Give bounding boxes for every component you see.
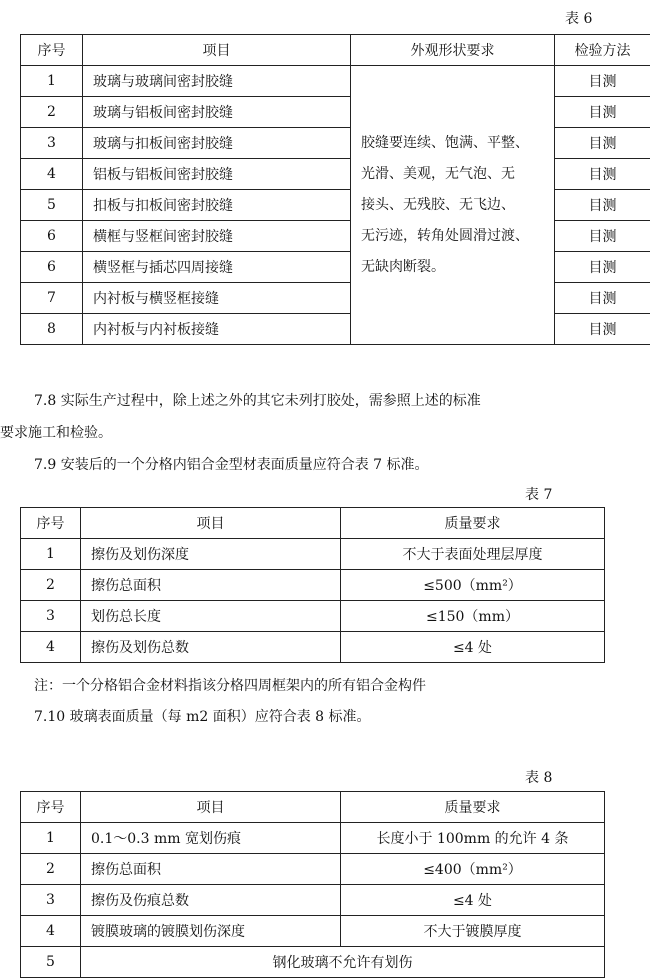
table8-row1-no: 1 [21, 823, 81, 854]
table7-caption: 表 7 [525, 487, 553, 503]
table6-row9-no: 8 [21, 314, 83, 345]
table6 [20, 34, 650, 345]
table8-row5-no: 5 [21, 947, 81, 978]
table6-row8-method: 目测 [555, 283, 650, 314]
table6-row7-no: 6 [21, 252, 83, 283]
table8 [20, 791, 605, 978]
table6-header-requirement: 外观形状要求 [351, 35, 555, 66]
table8-row1-item: 0.1～0.3 mm 宽划伤痕 [81, 823, 341, 854]
table6-row4-method: 目测 [555, 159, 650, 190]
table7-row1-req: 不大于表面处理层厚度 [341, 539, 605, 570]
table7-row2-item: 擦伤总面积 [81, 570, 341, 601]
table6-row1-item: 玻璃与玻璃间密封胶缝 [83, 66, 351, 97]
table6-requirement [351, 66, 555, 345]
table6-row8-item: 内衬板与横竖框接缝 [83, 283, 351, 314]
table6-row2-no: 2 [21, 97, 83, 128]
table6-row4-no: 4 [21, 159, 83, 190]
table6-row1-no: 1 [21, 66, 83, 97]
requirement-line-4: 无污迹，转角处圆滑过渡、 [361, 227, 529, 244]
table7-row4-no: 4 [21, 632, 81, 663]
table6-row8-no: 7 [21, 283, 83, 314]
table6-header-method: 检验方法 [555, 35, 650, 66]
table8-header-no: 序号 [21, 792, 81, 823]
table6-row5-method: 目测 [555, 190, 650, 221]
table6-row4-item: 铝板与铝板间密封胶缝 [83, 159, 351, 190]
requirement-line-1: 胶缝要连续、饱满、平整、 [361, 134, 529, 151]
table6-caption: 表 6 [565, 11, 593, 27]
requirement-line-3: 接头、无残胶、无飞边、 [361, 196, 515, 213]
table8-row4-req: 不大于镀膜厚度 [341, 916, 605, 947]
table6-row6-no: 6 [21, 221, 83, 252]
requirement-line-2: 光滑、美观，无气泡、无 [361, 165, 515, 182]
table8-row5-text: 钢化玻璃不允许有划伤 [81, 947, 605, 978]
table8-row2-item: 擦伤总面积 [81, 854, 341, 885]
para-7-8-line2: 要求施工和检验。 [0, 425, 112, 441]
table6-row2-item: 玻璃与铝板间密封胶缝 [83, 97, 351, 128]
table8-row4-no: 4 [21, 916, 81, 947]
table8-row1-req: 长度小于 100mm 的允许 4 条 [341, 823, 605, 854]
table6-row1-method: 目测 [555, 66, 650, 97]
note: 注：一个分格铝合金材料指该分格四周框架内的所有铝合金构件 [34, 678, 426, 694]
table8-row2-req: ≤400（mm²） [341, 854, 605, 885]
table6-header-item: 项目 [83, 35, 351, 66]
table6-row6-item: 横框与竖框间密封胶缝 [83, 221, 351, 252]
table8-header-item: 项目 [81, 792, 341, 823]
table6-row3-method: 目测 [555, 128, 650, 159]
requirement-line-5: 无缺肉断裂。 [361, 258, 445, 275]
table6-row9-method: 目测 [555, 314, 650, 345]
table8-caption: 表 8 [525, 770, 553, 786]
table7 [20, 507, 605, 663]
table8-row3-no: 3 [21, 885, 81, 916]
table6-row2-method: 目测 [555, 97, 650, 128]
table6-header-no: 序号 [21, 35, 83, 66]
table8-row3-item: 擦伤及伤痕总数 [81, 885, 341, 916]
table8-header-requirement: 质量要求 [341, 792, 605, 823]
table8-row2-no: 2 [21, 854, 81, 885]
para-7-10: 7.10 玻璃表面质量（每 m2 面积）应符合表 8 标准。 [34, 709, 371, 725]
table7-header-requirement: 质量要求 [341, 508, 605, 539]
table6-row3-no: 3 [21, 128, 83, 159]
table6-row7-item: 横竖框与插芯四周接缝 [83, 252, 351, 283]
para-7-9: 7.9 安装后的一个分格内铝合金型材表面质量应符合表 7 标准。 [34, 457, 429, 473]
table7-row1-item: 擦伤及划伤深度 [81, 539, 341, 570]
table7-row3-req: ≤150（mm） [341, 601, 605, 632]
table7-header-no: 序号 [21, 508, 81, 539]
table7-row4-req: ≤4 处 [341, 632, 605, 663]
table6-row5-item: 扣板与扣板间密封胶缝 [83, 190, 351, 221]
table7-row4-item: 擦伤及划伤总数 [81, 632, 341, 663]
table7-row3-no: 3 [21, 601, 81, 632]
table7-header-item: 项目 [81, 508, 341, 539]
table6-row3-item: 玻璃与扣板间密封胶缝 [83, 128, 351, 159]
table6-row5-no: 5 [21, 190, 83, 221]
table6-row9-item: 内衬板与内衬板接缝 [83, 314, 351, 345]
table8-row3-req: ≤4 处 [341, 885, 605, 916]
table6-row6-method: 目测 [555, 221, 650, 252]
para-7-8-line1: 7.8 实际生产过程中，除上述之外的其它未列打胶处，需参照上述的标准 [34, 393, 481, 409]
table7-row3-item: 划伤总长度 [81, 601, 341, 632]
table6-row7-method: 目测 [555, 252, 650, 283]
table7-row2-req: ≤500（mm²） [341, 570, 605, 601]
table7-row2-no: 2 [21, 570, 81, 601]
table8-row4-item: 镀膜玻璃的镀膜划伤深度 [81, 916, 341, 947]
table7-row1-no: 1 [21, 539, 81, 570]
